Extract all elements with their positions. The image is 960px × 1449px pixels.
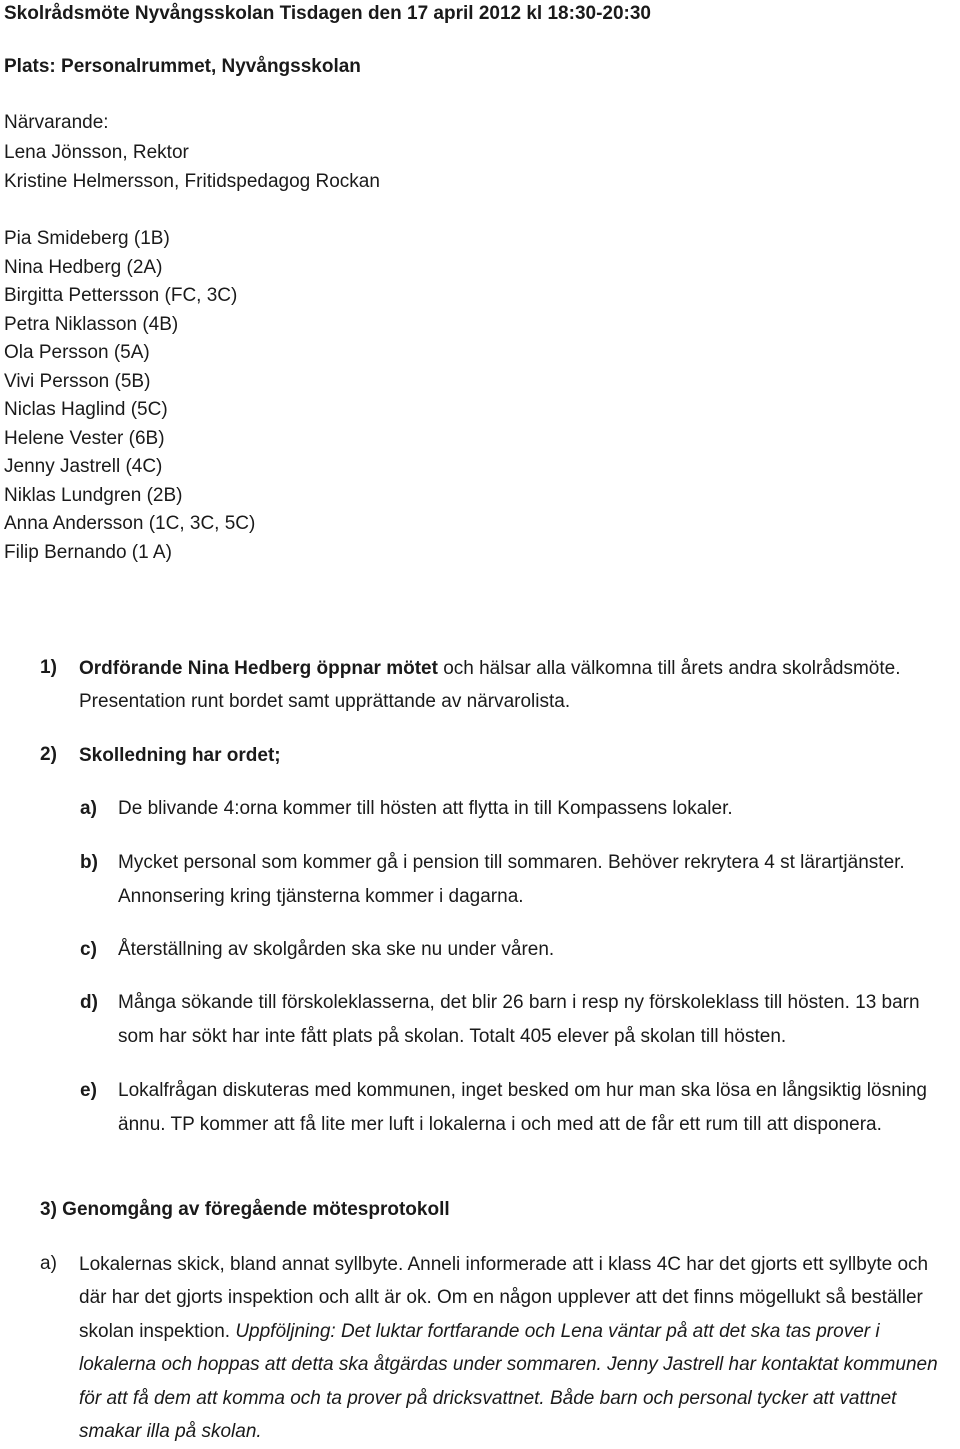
attendee-member: Pia Smideberg (1B): [4, 228, 170, 249]
item-heading: Skolledning har ordet;: [79, 744, 281, 766]
attendee-member: Vivi Persson (5B): [4, 370, 151, 392]
subitem-text: Lokalfrågan diskuteras med kommunen, inget besked om hur man ska lösa en långsiktig lösning ännu. TP kommer att få lite mer luft i lokalerna i och med att de får ett rum till att disponera.: [118, 1080, 928, 1135]
subitem-body-text: Lokalernas skick, bland annat syllbyte. Anneli informerade att i klass 4C har det gjorts ett syllbyte och där har det gjorts inspektion och allt är ok. Om en någon upplever att det finns mögellukt så beställer skolan inspektion.: [79, 1253, 929, 1342]
attendee-member: Birgitta Pettersson (FC, 3C): [4, 285, 238, 306]
members-list: [4, 225, 255, 567]
subitem-letter: c): [80, 939, 97, 960]
attendee-member: Nina Hedberg (2A): [4, 256, 163, 278]
attendees-label: Närvarande:: [4, 112, 109, 133]
attendee-member: Ola Persson (5A): [4, 342, 150, 363]
item-number: 1): [40, 657, 57, 678]
subitem-letter: a): [80, 798, 97, 819]
attendee-member: Petra Niklasson (4B): [4, 313, 179, 335]
meeting-place: Plats: Personalrummet, Nyvångsskolan: [4, 56, 361, 77]
subitem-text: [79, 1248, 959, 1449]
attendee-member: Helene Vester (6B): [4, 427, 165, 449]
subitem-letter: a): [40, 1253, 57, 1274]
subitem-text: Många sökande till förskoleklasserna, det blir 26 barn i resp ny förskoleklass till hösten. 13 barn som har sökt har inte fått plats på skolan. Totalt 405 elever på skolan till hösten.: [118, 992, 920, 1047]
subitem-letter: e): [80, 1080, 97, 1101]
attendee-lead: Lena Jönsson, Rektor: [4, 142, 189, 163]
attendee-member: Jenny Jastrell (4C): [4, 456, 163, 477]
subitem-letter: d): [80, 992, 98, 1013]
subitem-text: Mycket personal som kommer gå i pension till sommaren. Behöver rekrytera 4 st lärartjänster. Annonsering kring tjänsterna kommer i dagarna.: [118, 852, 905, 907]
item-bold-text: Ordförande Nina Hedberg öppnar mötet: [79, 657, 438, 679]
agenda-item-3-heading: 3) Genomgång av föregående mötesprotokoll: [40, 1199, 450, 1220]
attendee-member: Niklas Lundgren (2B): [4, 484, 183, 506]
subitem-text: Återställning av skolgården ska ske nu under våren.: [118, 939, 555, 960]
leadership-list: [4, 139, 380, 196]
attendee-lead: Kristine Helmersson, Fritidspedagog Rockan: [4, 170, 380, 192]
attendee-member: Niclas Haglind (5C): [4, 399, 168, 420]
attendee-member: Anna Andersson (1C, 3C, 5C): [4, 513, 256, 534]
document-title: Skolrådsmöte Nyvångsskolan Tisdagen den 17 april 2012 kl 18:30-20:30: [4, 3, 652, 24]
subitem-text: De blivande 4:orna kommer till hösten att flytta in till Kompassens lokaler.: [118, 798, 733, 819]
item-number: 2): [40, 744, 57, 765]
item-text: [79, 652, 959, 719]
subitem-letter: b): [80, 852, 98, 873]
item-body-text: och hälsar alla välkomna till årets andra skolrådsmöte. Presentation runt bordet samt upprättande av närvarolista.: [79, 657, 901, 712]
followup-text: Uppföljning: Det luktar fortfarande och Lena väntar på att det ska tas prover i lokalerna och hoppas att detta ska åtgärdas under sommaren. Jenny Jastrell har kontaktat kommunen för att få dem att komma och ta prover på dricksvattnet. Både barn och personal tycker att vattnet smakar illa på skolan.: [79, 1320, 938, 1442]
attendee-member: Filip Bernando (1 A): [4, 541, 172, 563]
